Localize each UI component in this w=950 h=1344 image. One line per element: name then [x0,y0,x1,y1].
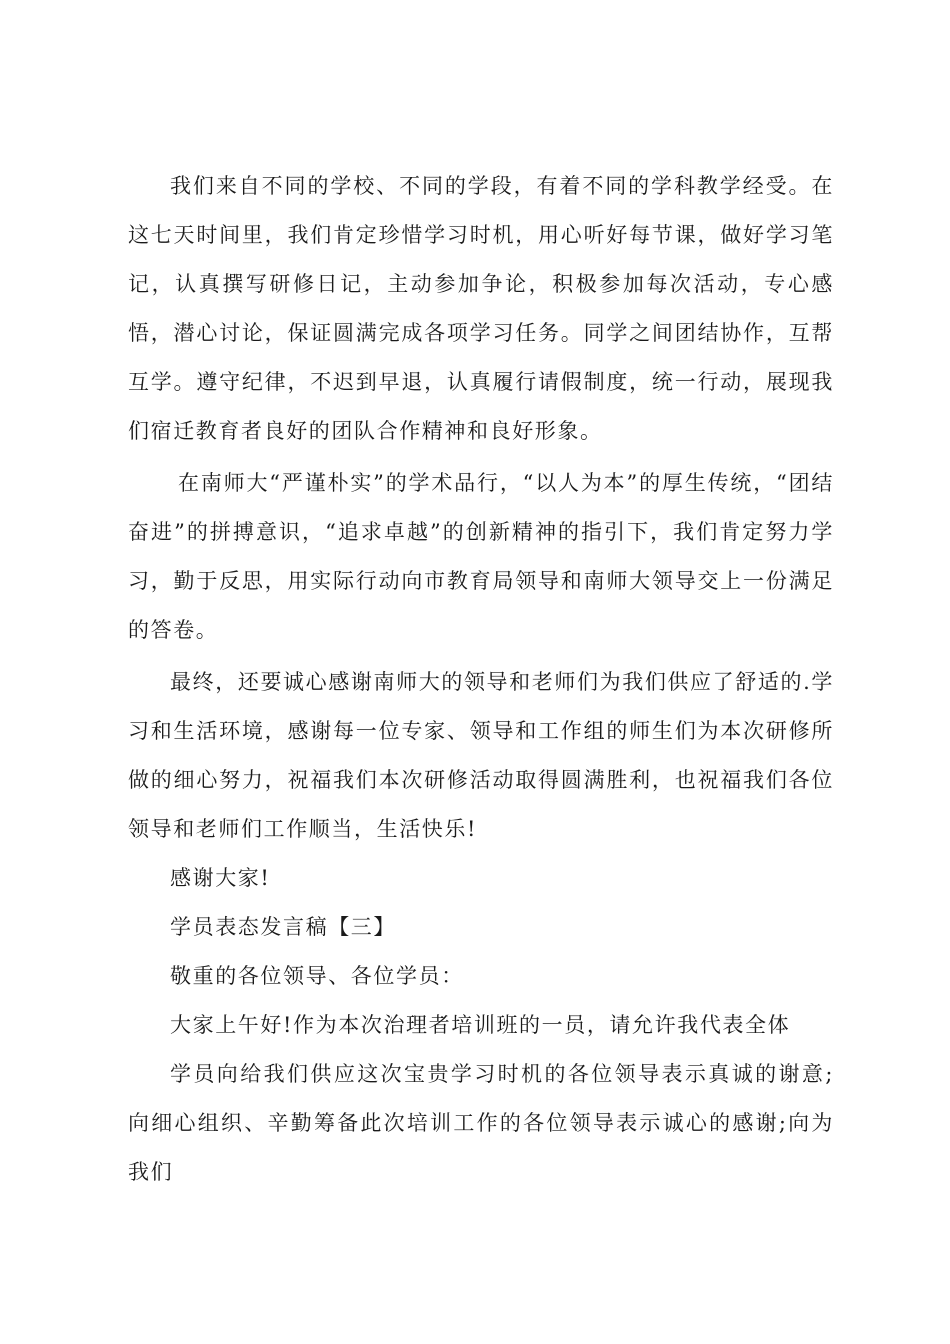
paragraph-university-spirit: 在南师大“严谨朴实”的学术品行，“以人为本”的厚生传统，“团结奋进”的拼搏意识，“追求卓越”的创新精神的指引下，我们肯定努力学习，勤于反思，用实际行动向市教育局领导和南师大领导交上一份满足的答卷。 [128,471,834,642]
paragraph-gratitude: 学员向给我们供应这次宝贵学习时机的各位领导表示真诚的谢意;向细心组织、辛勤筹备此次培训工作的各位领导表示诚心的感谢;向为我们 [128,1062,834,1184]
paragraph-greeting: 大家上午好!作为本次治理者培训班的一员，请允许我代表全体 [170,1013,791,1037]
section-heading: 学员表态发言稿【三】 [170,915,396,939]
paragraph-study-commitment: 我们来自不同的学校、不同的学段，有着不同的学科教学经受。在这七天时间里，我们肯定珍惜学习时机，用心听好每节课，做好学习笔记，认真撰写研修日记，主动参加争论，积极参加每次活动，专心感悟，潜心讨论，保证圆满完成各项学习任务。同学之间团结协作，互帮互学。遵守纪律，不迟到早退，认真履行请假制度，统一行动，展现我们宿迁教育者良好的团队合作精神和良好形象。 [128,174,834,443]
document-body [128,162,834,1197]
paragraph-thank-you: 感谢大家! [170,866,271,890]
salutation: 敬重的各位领导、各位学员： [170,964,464,988]
paragraph-thanks: 最终，还要诚心感谢南师大的领导和老师们为我们供应了舒适的.学习和生活环境，感谢每一位专家、领导和工作组的师生们为本次研修所做的细心努力，祝福我们本次研修活动取得圆满胜利，也祝福我们各位领导和老师们工作顺当，生活快乐! [128,670,834,841]
